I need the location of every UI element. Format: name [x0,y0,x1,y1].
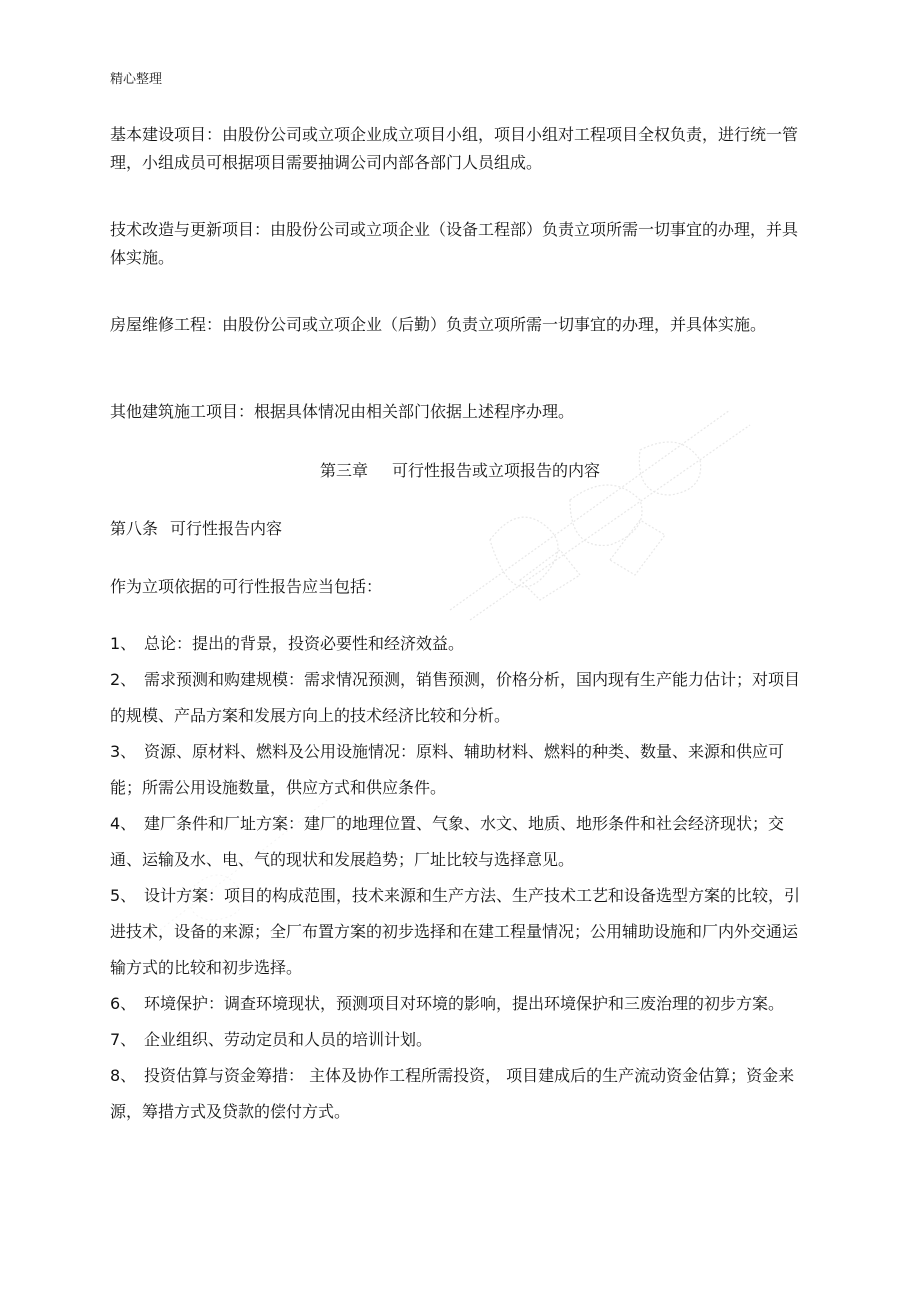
list-item [110,806,810,878]
paragraph-house-repair: 房屋维修工程：由股份公司或立项企业（后勤）负责立项所需一切事宜的办理，并具体实施。 [110,315,767,334]
list-item [110,878,810,986]
item-number: 5、 [110,886,137,905]
item-text: 总论：提出的背景，投资必要性和经济效益。 [144,634,465,653]
list-item [110,1058,810,1130]
article-number: 第八条 [110,519,159,538]
item-text: 需求预测和购建规模：需求情况预测，销售预测，价格分析，国内现有生产能力估计；对项目的规模、产品方案和发展方向上的技术经济比较和分析。 [110,670,801,725]
requirements-list [110,626,810,1130]
list-item [110,626,810,662]
item-text: 建厂条件和厂址方案：建厂的地理位置、气象、水文、地质、地形条件和社会经济现状；交通、运输及水、电、气的现状和发展趋势；厂址比较与选择意见。 [110,814,785,869]
chapter-heading [0,458,920,481]
item-text: 企业组织、劳动定员和人员的培训计划。 [144,1030,433,1049]
item-number: 8、 [110,1066,137,1085]
intro-text: 作为立项依据的可行性报告应当包括： [110,577,383,596]
article-heading [110,515,810,543]
item-text: 环境保护：调查环境现状，预测项目对环境的影响，提出环境保护和三废治理的初步方案。 [144,994,785,1013]
item-number: 3、 [110,742,137,761]
item-text: 资源、原材料、燃料及公用设施情况：原料、辅助材料、燃料的种类、数量、来源和供应可能；所需公用设施数量，供应方式和供应条件。 [110,742,785,797]
item-number: 4、 [110,814,137,833]
paragraph-other-construction: 其他建筑施工项目：根据具体情况由相关部门依据上述程序办理。 [110,402,575,421]
item-text: 设计方案：项目的构成范围，技术来源和生产方法、生产技术工艺和设备选型方案的比较，引进技术，设备的来源；全厂布置方案的初步选择和在建工程量情况；公用辅助设施和厂内外交通运输方式的比较和初步选择。 [110,886,801,977]
chapter-number: 第三章 [319,461,368,480]
list-item [110,986,810,1022]
item-number: 2、 [110,670,137,689]
list-item [110,734,810,806]
paragraph-tech-renovation: 技术改造与更新项目：由股份公司或立项企业（设备工程部）负责立项所需一切事宜的办理，并具体实施。 [110,220,799,267]
chapter-title: 可行性报告或立项报告的内容 [392,461,601,480]
item-number: 6、 [110,994,137,1013]
item-number: 7、 [110,1030,137,1049]
item-text: 投资估算与资金筹措： 主体及协作工程所需投资， 项目建成后的生产流动资金估算；资金来源，筹措方式及贷款的偿付方式。 [110,1066,795,1121]
item-number: 1、 [110,634,137,653]
list-item [110,662,810,734]
list-item [110,1022,810,1058]
paragraph-basic-construction: 基本建设项目：由股份公司或立项企业成立项目小组，项目小组对工程项目全权负责，进行统一管理，小组成员可根据项目需要抽调公司内部各部门人员组成。 [110,125,799,172]
page-header: 精心整理 [110,72,163,87]
article-title: 可行性报告内容 [170,519,283,538]
